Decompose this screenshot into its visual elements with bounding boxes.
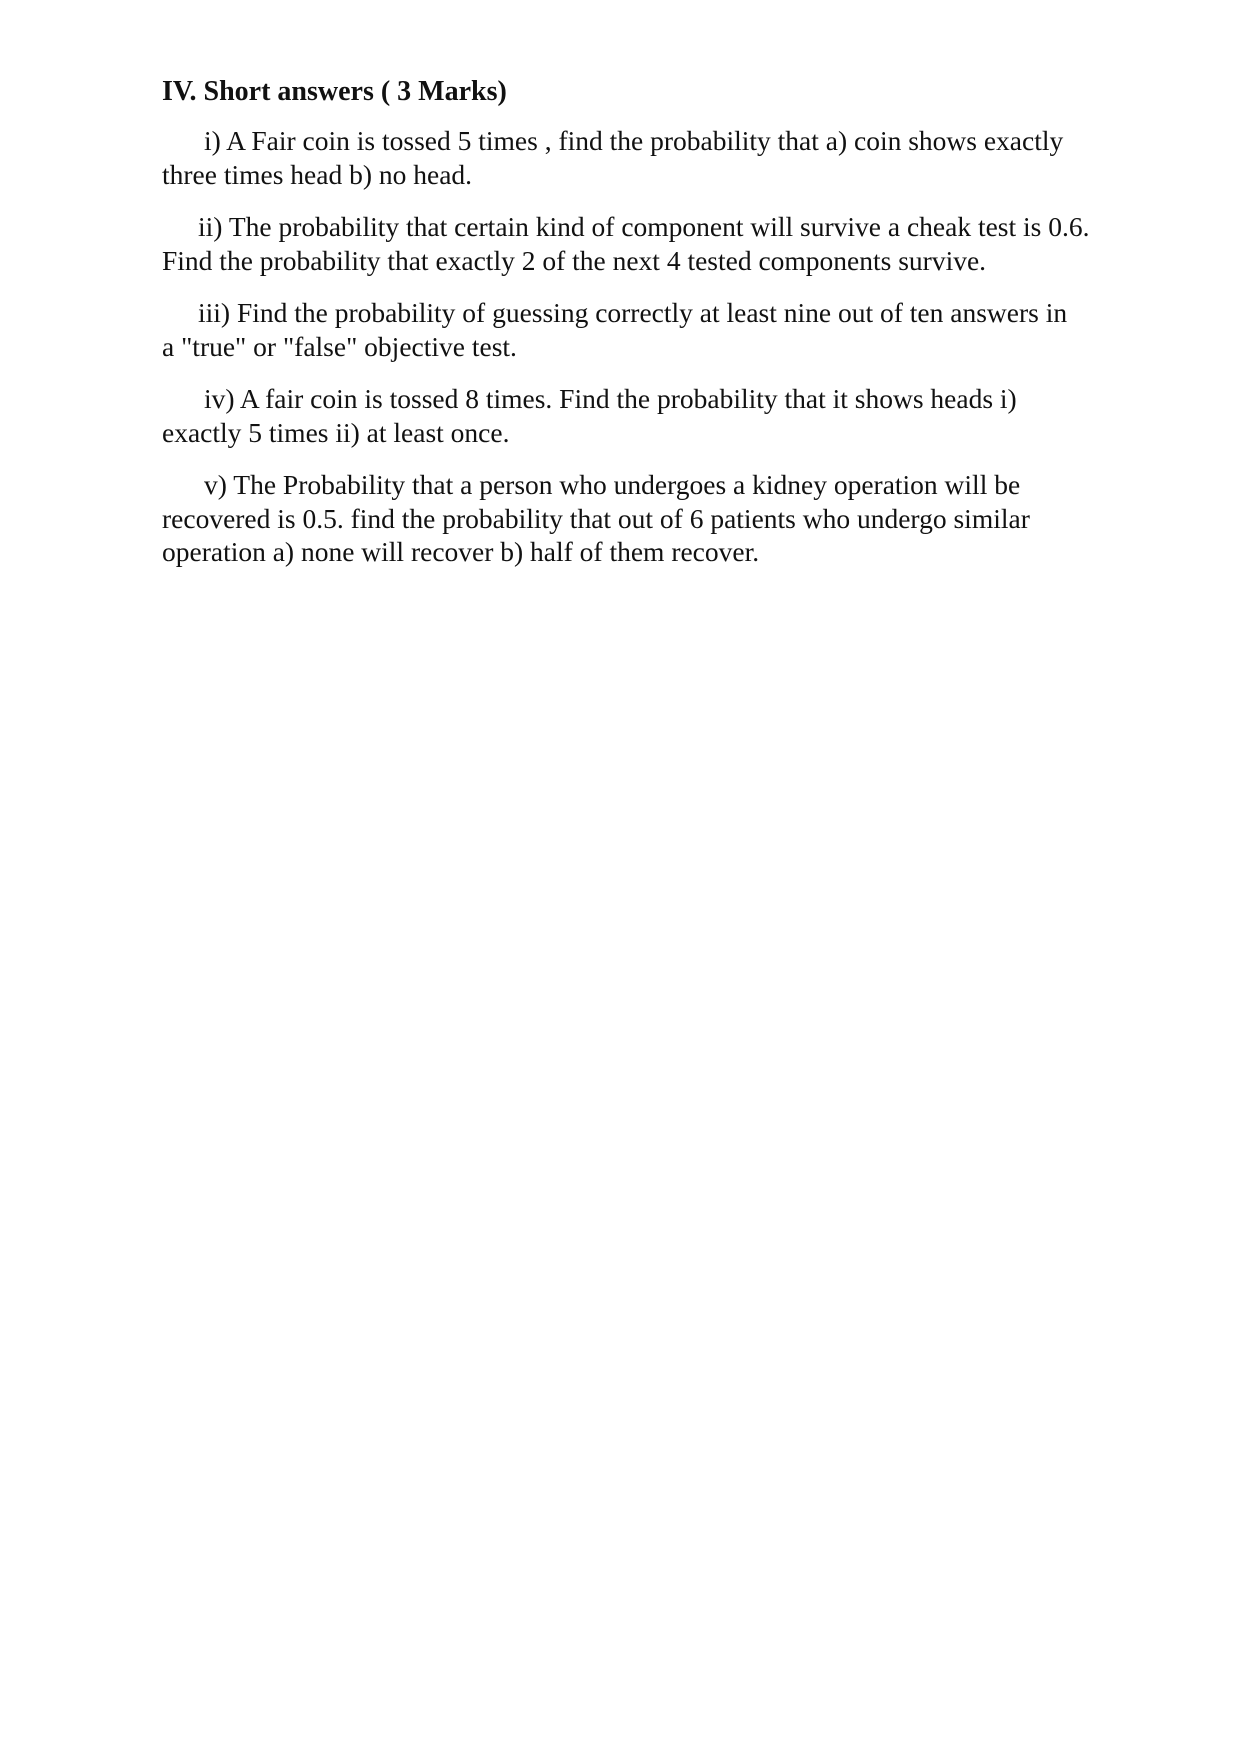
question-3-line-1: iii) Find the probability of guessing correctly at least nine out of ten answers in: [198, 297, 1068, 328]
question-2: [162, 210, 1162, 277]
question-5: [162, 468, 1162, 569]
question-4: [162, 382, 1162, 449]
question-4-line-1: iv) A fair coin is tossed 8 times. Find the probability that it shows heads i): [204, 383, 1017, 414]
question-2-line-1: ii) The probability that certain kind of component will survive a cheak test is 0.6.: [198, 211, 1090, 242]
document-content: [162, 72, 1162, 588]
section-title: IV. Short answers ( 3 Marks): [162, 76, 507, 107]
question-4-line-2: exactly 5 times ii) at least once.: [162, 416, 510, 448]
question-5-line-1: v) The Probability that a person who undergoes a kidney operation will be: [204, 469, 1021, 500]
question-3: [162, 296, 1162, 363]
question-1: [162, 124, 1162, 191]
question-1-line-2: three times head b) no head.: [162, 158, 473, 190]
question-2-line-2: Find the probability that exactly 2 of the next 4 tested components survive.: [162, 244, 987, 276]
question-5-line-3: operation a) none will recover b) half of them recover.: [162, 536, 760, 567]
question-1-line-1: i) A Fair coin is tossed 5 times , find the probability that a) coin shows exactly: [204, 125, 1064, 156]
question-3-line-2: a "true" or "false" objective test.: [162, 330, 517, 362]
question-5-line-2: recovered is 0.5. find the probability that out of 6 patients who undergo similar: [162, 502, 1030, 534]
